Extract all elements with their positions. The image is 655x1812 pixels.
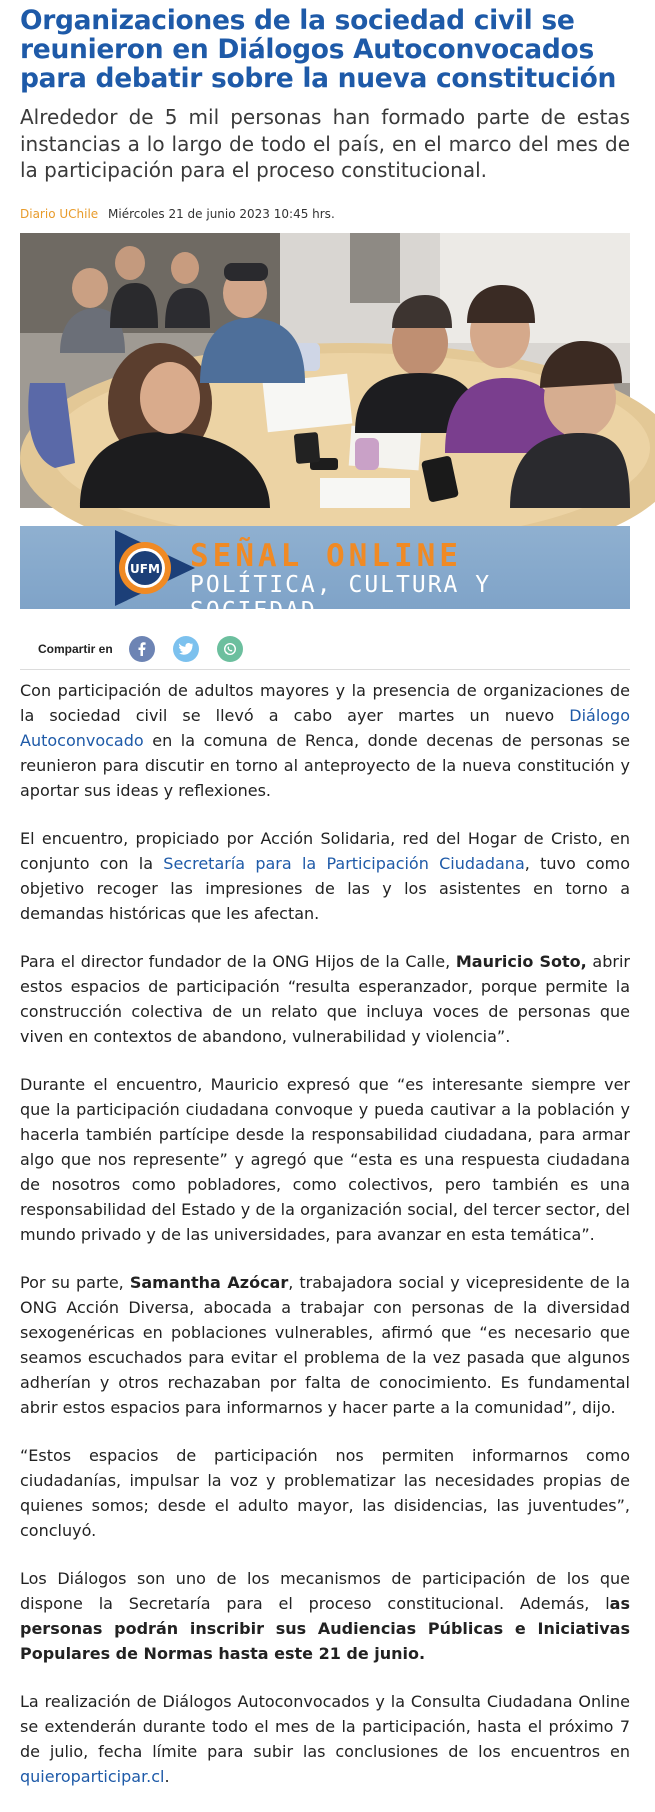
paragraph-3 — [20, 949, 630, 1049]
article-title: Organizaciones de la sociedad civil se reunieron en Diálogos Autoconvocados para debatir sobre la nueva constitución — [20, 5, 617, 94]
paragraph-4: Durante el encuentro, Mauricio expresó que “es interesante siempre ver que la participación ciudadana convoque y pueda cautivar a la población y hacerla también partícipe desde la responsabilidad ciudadana, para armar algo que nos represente” y agregó que “esta es una respuesta ciudadana de nosotros como pobladores, como colectivos, pero también es una responsabilidad del Estado y de la organización social, del tercer sector, del mundo privado y de las universidades, para avanzar en esta temática”. — [20, 1075, 630, 1244]
share-bar — [38, 634, 261, 664]
paragraph-text: La realización de Diálogos Autoconvocados y la Consulta Ciudadana Online se extenderán durante todo el mes de la participación, hasta el próximo 7 de julio, fecha límite para subir las conclusiones de los encuentros en — [20, 1692, 630, 1761]
twitter-share-button[interactable] — [173, 636, 199, 662]
paragraph-1 — [20, 678, 630, 803]
paragraph-5 — [20, 1270, 630, 1420]
twitter-icon — [179, 643, 193, 655]
paragraph-text: , tuvo como objetivo recoger las impresiones de las y los asistentes en torno a demandas históricas que les afectan. — [20, 854, 631, 923]
whatsapp-icon — [223, 642, 237, 656]
radio-banner[interactable] — [20, 526, 630, 624]
paragraph-2 — [20, 826, 630, 926]
paragraph-text: Los Diálogos son uno de los mecanismos de participación de los que dispone la Secretaría para el proceso constitucional. Además, l — [20, 1569, 630, 1613]
paragraph-text: , trabajadora social y vicepresidente de la ONG Acción Diversa, abocada a trabajar con personas de la diversidad sexogenéricas en poblaciones vulnerables, afirmó que “es necesario que seamos escuchados para evitar el problema de la vez pasada que algunos adherían y otros rechazaban por falta de conocimiento. Es fundamental abrir estos espacios para informarnos y hacer parte a la comunidad”, dijo. — [20, 1273, 631, 1417]
facebook-share-button[interactable] — [129, 636, 155, 662]
paragraph-text: en la comuna de Renca, donde decenas de personas se reunieron para discutir en torno al anteproyecto de la nueva constitución y aportar sus ideas y reflexiones. — [20, 731, 630, 800]
bold-name: Samantha Azócar — [129, 1273, 289, 1292]
facebook-icon — [136, 642, 148, 656]
paragraph-8 — [20, 1689, 630, 1789]
article-subtitle: Alrededor de 5 mil personas han formado parte de estas instancias a lo largo de todo el país, en el marco del mes de la participación para el proceso constitucional. — [20, 105, 630, 182]
quieroparticipar-link[interactable]: quieroparticipar.cl — [20, 1767, 165, 1786]
paragraph-text: abrir estos espacios de participación “resulta esperanzador, porque permite la construcción colectiva de un relato que incluya voces de personas que viven en contextos de abandono, vulnerabilidad y violencia”. — [20, 952, 630, 1046]
paragraph-text: Para el director fundador de la ONG Hijos de la Calle, — [20, 952, 456, 971]
paragraph-text: El encuentro, propiciado por Acción Solidaria, red del Hogar de Cristo, en conjunto con la — [20, 829, 630, 873]
banner-line-2: POLÍTICA, CULTURA Y SOCIEDAD — [190, 572, 492, 624]
article-body — [20, 678, 630, 1812]
publish-date: Miércoles 21 de junio 2023 10:45 hrs. — [108, 207, 335, 221]
bold-text: as personas podrán inscribir sus Audiencias Públicas e Iniciativas Populares de Normas hasta este 21 de junio. — [20, 1594, 630, 1663]
share-label: Compartir en — [38, 642, 113, 656]
source-link[interactable]: Diario UChile — [20, 207, 99, 221]
whatsapp-share-button[interactable] — [217, 636, 243, 662]
secretaria-participacion-link[interactable]: Secretaría para la Participación Ciudadana — [163, 854, 525, 873]
divider — [20, 669, 630, 670]
ufm-logo-text: UFM — [130, 562, 160, 576]
paragraph-text: Con participación de adultos mayores y la presencia de organizaciones de la sociedad civil se llevó a cabo ayer martes un nuevo — [20, 681, 630, 725]
article-photo — [20, 233, 630, 508]
bold-name: Mauricio Soto, — [455, 952, 587, 971]
paragraph-text: Por su parte, — [20, 1273, 130, 1292]
paragraph-7 — [20, 1566, 630, 1666]
article-meta — [20, 207, 335, 221]
banner-line-1: SEÑAL ONLINE — [190, 538, 462, 574]
dialogo-autoconvocado-link[interactable]: Diálogo Autoconvocado — [20, 706, 630, 750]
paragraph-6: “Estos espacios de participación nos permiten informarnos como ciudadanías, impulsar la voz y problematizar las necesidades propias de quienes somos; desde el adulto mayor, las disidencias, las juventudes”, concluyó. — [20, 1446, 630, 1540]
ufm-logo-icon — [115, 530, 195, 606]
paragraph-text: . — [164, 1767, 170, 1786]
